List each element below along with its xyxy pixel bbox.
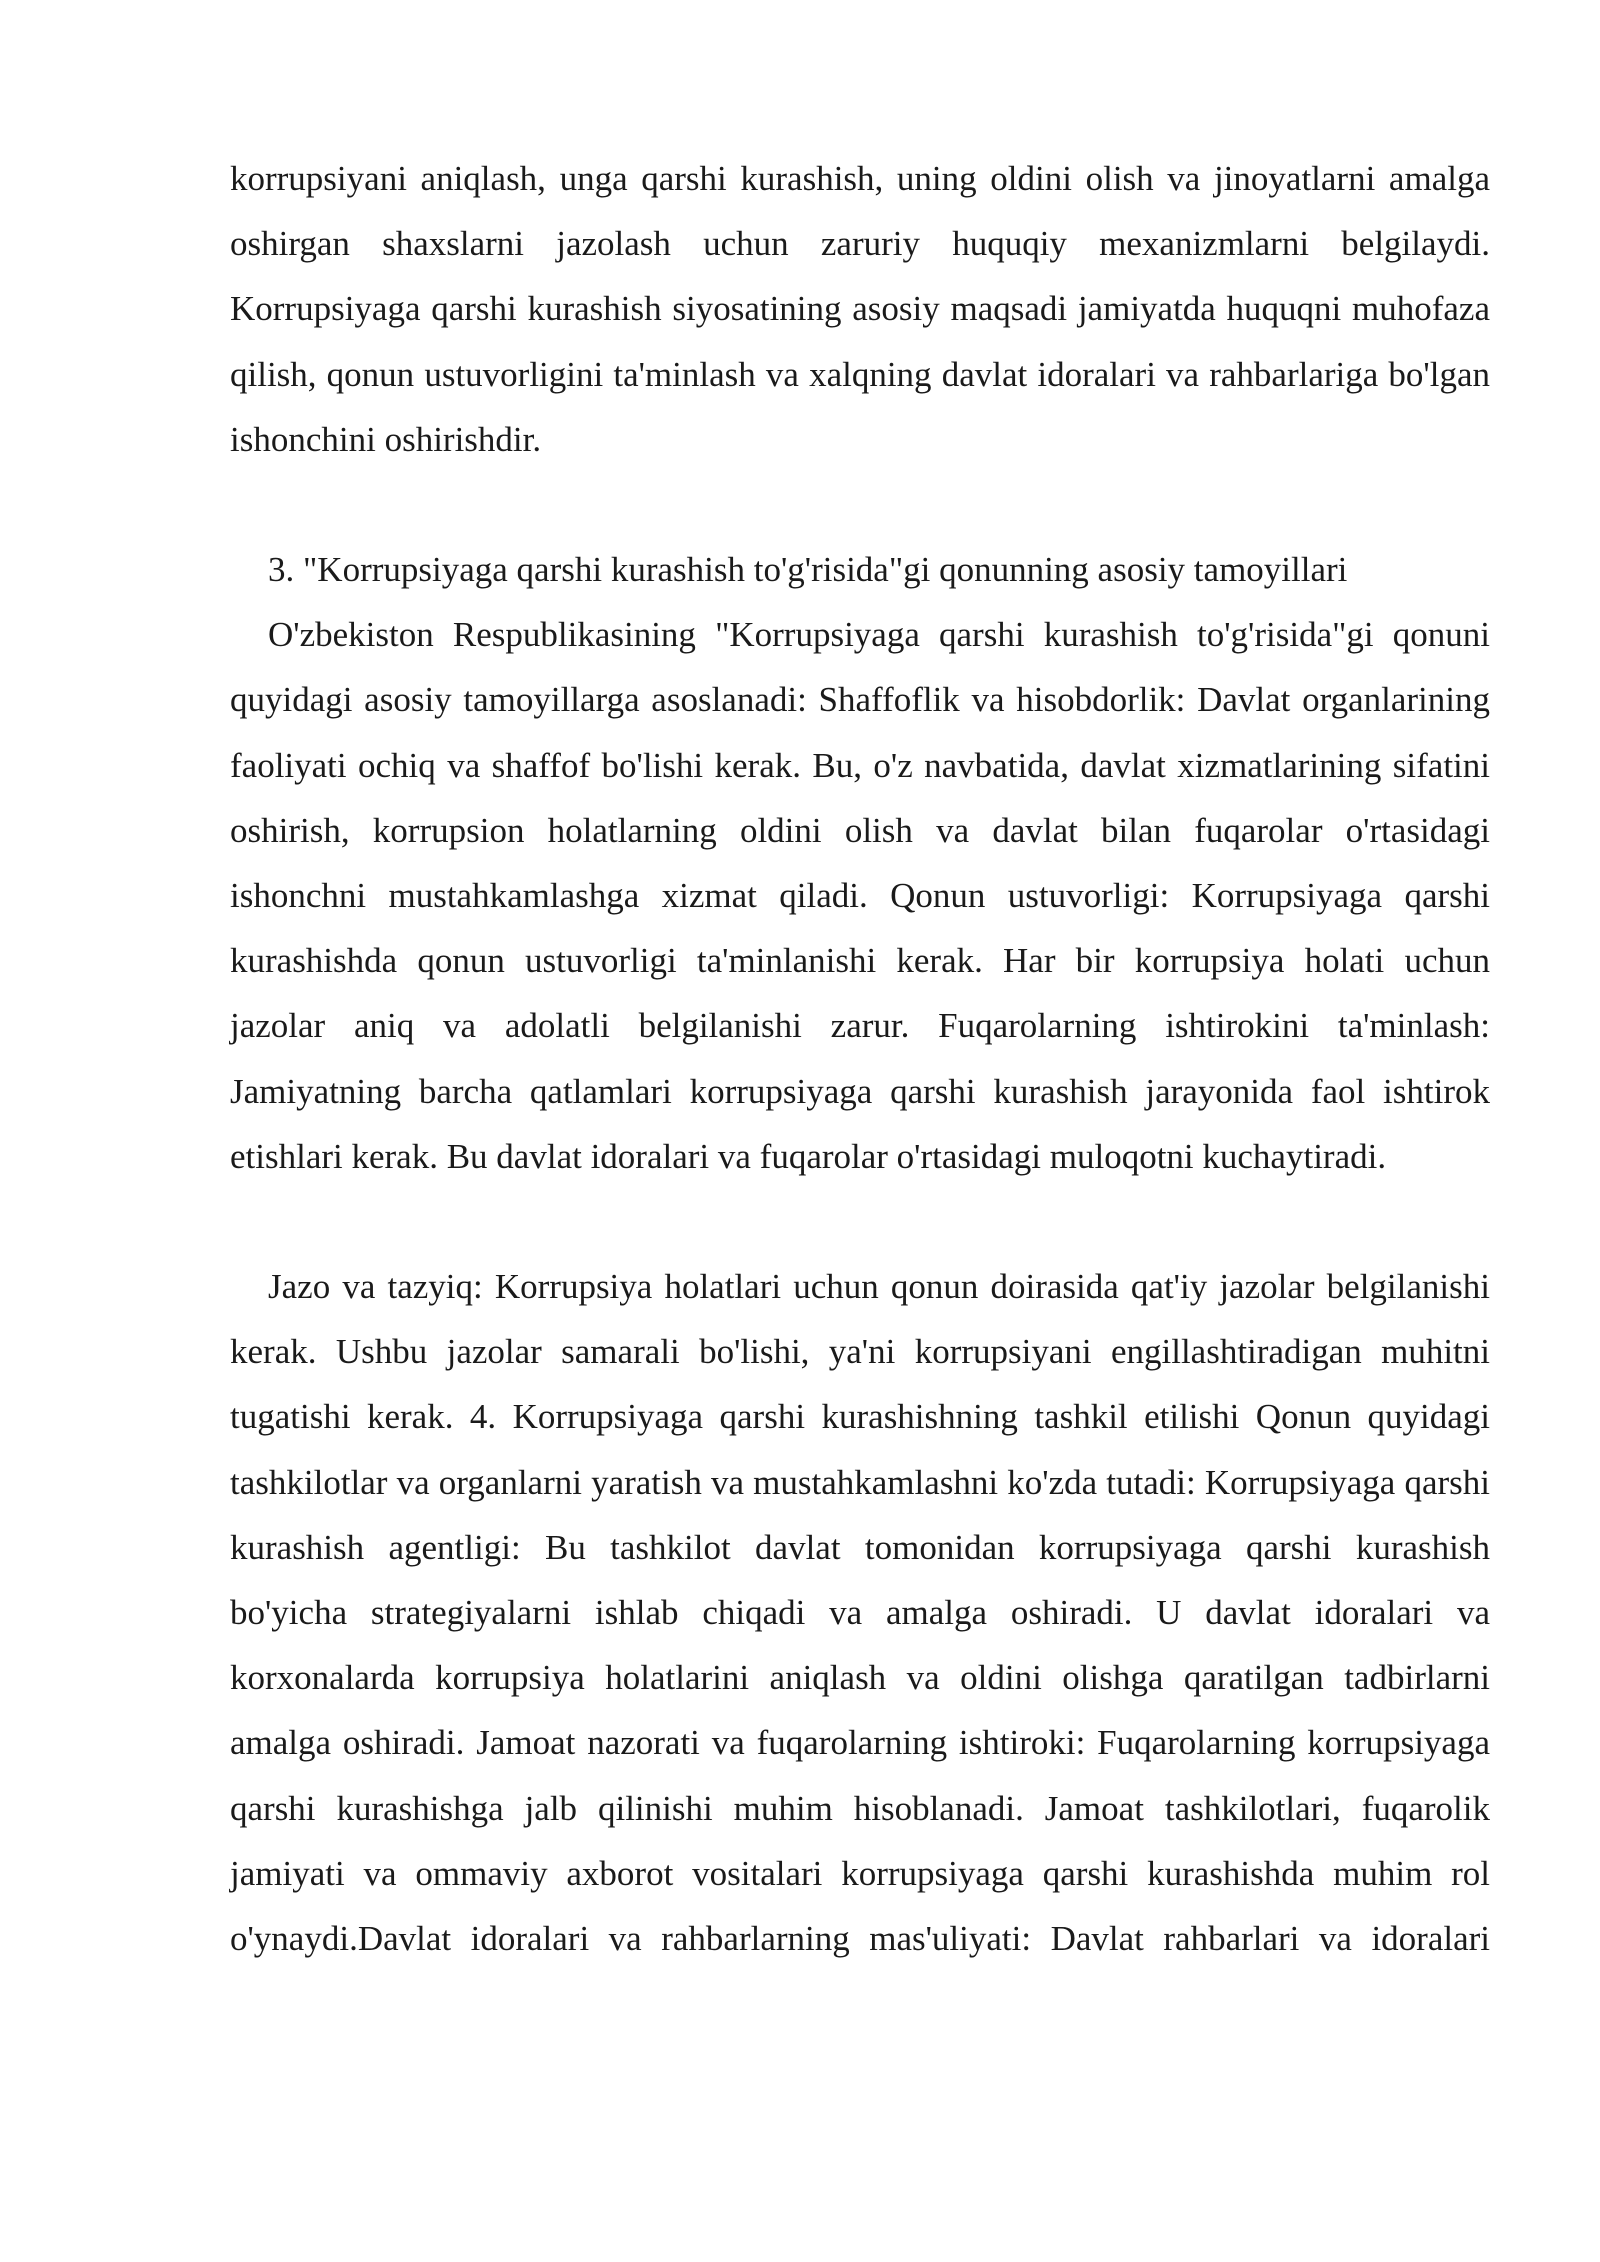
paragraph-spacer: [230, 472, 1490, 537]
paragraph-spacer: [230, 1189, 1490, 1254]
paragraph-jazo-va-tazyiq: Jazo va tazyiq: Korrupsiya holatlari uchun qonun doirasida qat'iy jazolar belgilanishi kerak. Ushbu jazolar samarali bo'lishi, ya'ni korrupsiyani engillashtiradigan muhitni tugatishi kerak. 4. Korrupsiyaga qarshi kurashishning tashkil etilishi Qonun quyidagi tashkilotlar va organlarni yaratish va mustahkamlashni ko'zda tutadi: Korrupsiyaga qarshi kurashish agentligi: Bu tashkilot davlat tomonidan korrupsiyaga qarshi kurashish bo'yicha strategiyalarni ishlab chiqadi va amalga oshiradi. U davlat idoralari va korxonalarda korrupsiya holatlarini aniqlash va oldini olishga qaratilgan tadbirlarni amalga oshiradi. Jamoat nazorati va fuqarolarning ishtiroki: Fuqarolarning korrupsiyaga qarshi kurashishga jalb qilinishi muhim hisoblanadi. Jamoat tashkilotlari, fuqarolik jamiyati va ommaviy axborot vositalari korrupsiyaga qarshi kurashishda muhim rol o'ynaydi.Davlat idoralari va rahbarlarning mas'uliyati: Davlat rahbarlari va idoralari: [230, 1267, 1490, 1959]
section-3-heading: 3. "Korrupsiyaga qarshi kurashish to'g'risida"gi qonunning asosiy tamoyillari: [268, 550, 1348, 590]
paragraph-korrupsiya-siyosati: korrupsiyani aniqlash, unga qarshi kurashish, uning oldini olish va jinoyatlarni amalga oshirgan shaxslarni jazolash uchun zaruriy huquqiy mexanizmlarni belgilaydi. Korrupsiyaga qarshi kurashish siyosatining asosiy maqsadi jamiyatda huquqni muhofaza qilish, qonun ustuvorligini ta'minlash va xalqning davlat idoralari va rahbarlariga bo'lgan ishonchini oshirishdir.: [230, 159, 1490, 459]
document-body: [230, 146, 1490, 1971]
paragraph-asosiy-tamoyillar: O'zbekiston Respublikasining "Korrupsiyaga qarshi kurashish to'g'risida"gi qonuni quyidagi asosiy tamoyillarga asoslanadi: Shaffoflik va hisobdorlik: Davlat organlarining faoliyati ochiq va shaffof bo'lishi kerak. Bu, o'z navbatida, davlat xizmatlarining sifatini oshirish, korrupsion holatlarning oldini olish va davlat bilan fuqarolar o'rtasidagi ishonchni mustahkamlashga xizmat qiladi. Qonun ustuvorligi: Korrupsiyaga qarshi kurashishda qonun ustuvorligi ta'minlanishi kerak. Har bir korrupsiya holati uchun jazolar aniq va adolatli belgilanishi zarur. Fuqarolarning ishtirokini ta'minlash: Jamiyatning barcha qatlamlari korrupsiyaga qarshi kurashish jarayonida faol ishtirok etishlari kerak. Bu davlat idoralari va fuqarolar o'rtasidagi muloqotni kuchaytiradi.: [230, 615, 1490, 1176]
